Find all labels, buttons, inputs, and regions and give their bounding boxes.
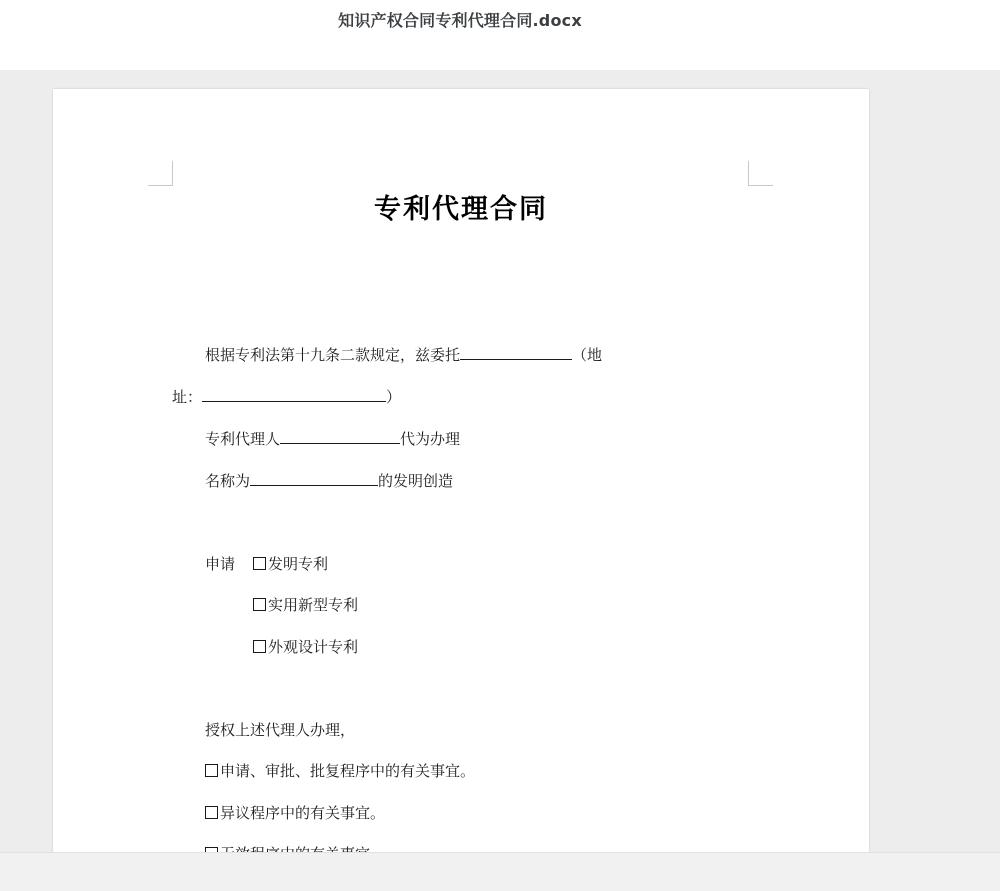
apply-option-design: 外观设计专利 <box>253 637 358 657</box>
entrust-blank <box>460 345 572 360</box>
top-bar <box>0 0 1000 70</box>
checkbox-icon[interactable] <box>205 806 218 819</box>
paragraph-agent <box>205 429 460 449</box>
apply-label: 申请 <box>205 555 236 573</box>
bottom-bar <box>0 852 1000 891</box>
invention-suffix: 的发明创造 <box>378 472 454 490</box>
entrust-text: 根据专利法第十九条二款规定，兹委托 <box>205 346 461 364</box>
checkbox-icon[interactable] <box>253 598 266 611</box>
paragraph-address <box>172 387 401 407</box>
checkbox-icon[interactable] <box>253 557 266 570</box>
auth-item-application: 申请、审批、批复程序中的有关事宜。 <box>205 761 475 781</box>
paragraph-invention-name <box>205 471 453 491</box>
margin-corner-mark <box>148 161 173 186</box>
apply-option-utility: 实用新型专利 <box>253 595 358 615</box>
address-close: ） <box>386 388 402 406</box>
document-heading: 专利代理合同 <box>374 194 548 225</box>
checkbox-icon[interactable] <box>253 640 266 653</box>
document-file-name: 知识产权合同专利代理合同.docx <box>338 11 582 30</box>
document-page <box>53 89 869 889</box>
margin-corner-mark <box>748 161 773 186</box>
auth-item-opposition: 异议程序中的有关事宜。 <box>205 803 385 823</box>
apply-option-invention: 发明专利 <box>253 554 328 574</box>
document-viewer[interactable] <box>0 70 1000 852</box>
invention-blank <box>250 471 378 486</box>
paragraph-entrust <box>205 345 602 365</box>
invention-label: 名称为 <box>205 472 251 490</box>
authorization-intro: 授权上述代理人办理， <box>205 721 356 739</box>
address-blank <box>202 387 386 402</box>
agent-suffix: 代为办理 <box>400 430 461 448</box>
checkbox-icon[interactable] <box>205 764 218 777</box>
address-open: （地 <box>572 346 603 364</box>
address-label: 址： <box>172 388 203 406</box>
agent-blank <box>280 429 400 444</box>
agent-label: 专利代理人 <box>205 430 281 448</box>
